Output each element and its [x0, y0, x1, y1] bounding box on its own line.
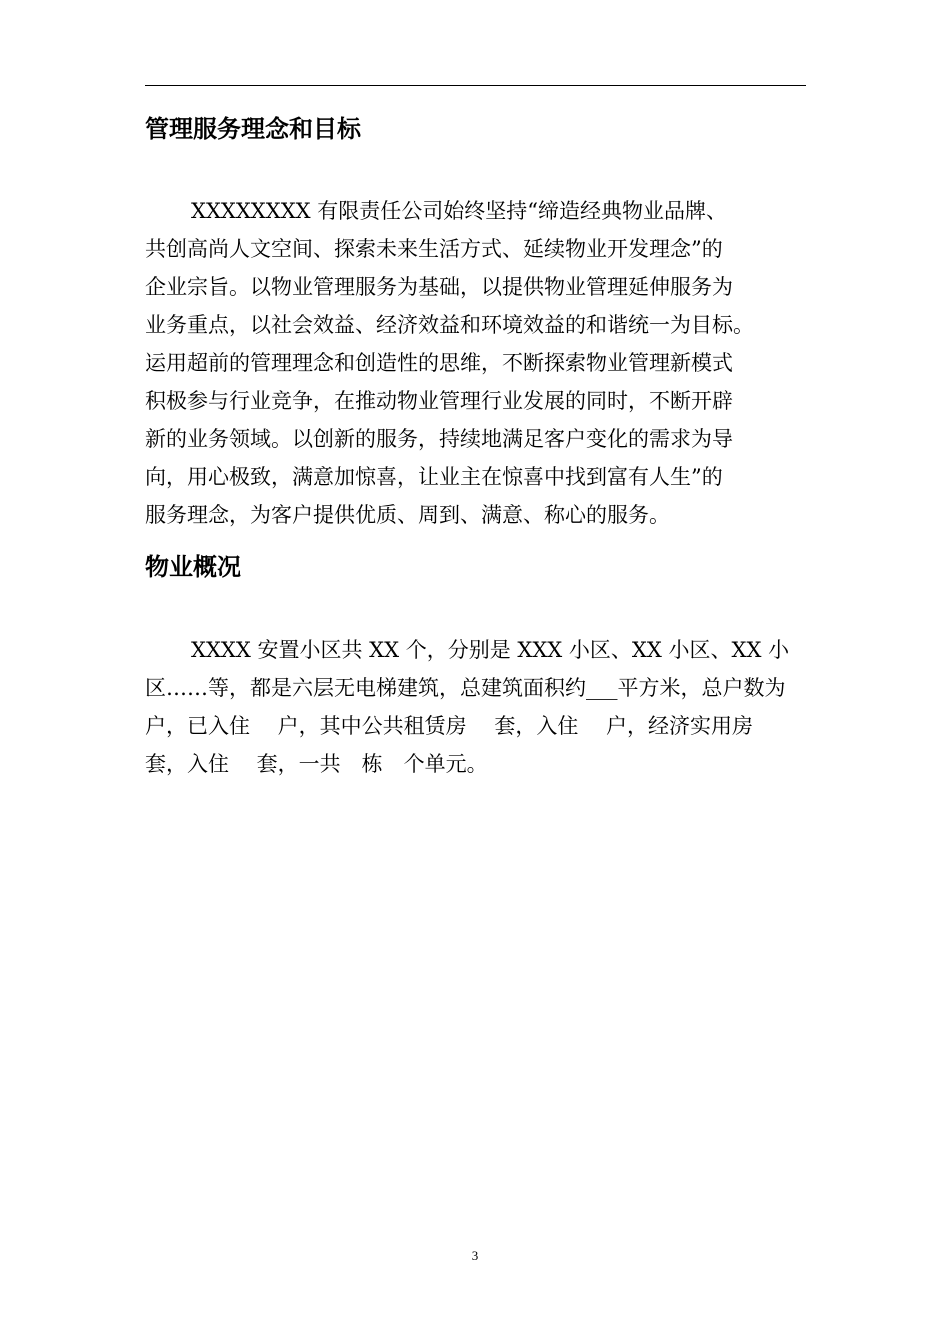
section-heading-service-philosophy: 管理服务理念和目标 — [145, 115, 361, 143]
paragraph-line: 区……等，都是六层无电梯建筑，总建筑面积约___平方米，总户数为 — [145, 676, 786, 700]
paragraph-property-overview — [145, 631, 806, 783]
page-number: 3 — [471, 1248, 479, 1263]
paragraph-line: 向，用心极致，满意加惊喜，让业主在惊喜中找到富有人生”的 — [145, 465, 723, 489]
paragraph-line: 共创高尚人文空间、探索未来生活方式、延续物业开发理念”的 — [145, 237, 723, 261]
paragraph-line: 企业宗旨。以物业管理服务为基础，以提供物业管理延伸服务为 — [145, 275, 733, 299]
paragraph-line: XXXX 安置小区共 XX 个，分别是 XXX 小区、XX 小区、XX 小 — [191, 638, 790, 662]
paragraph-line: 积极参与行业竞争，在推动物业管理行业发展的同时，不断开辟 — [145, 389, 733, 413]
section-heading-property-overview: 物业概况 — [145, 553, 241, 581]
paragraph-service-philosophy — [145, 192, 806, 534]
header-rule — [145, 85, 806, 86]
paragraph-line: 户，已入住 户，其中公共租赁房 套，入住 户，经济实用房 — [145, 714, 754, 738]
paragraph-line: 套，入住 套，一共 栋 个单元。 — [145, 752, 488, 776]
paragraph-line: XXXXXXXX 有限责任公司始终坚持“缔造经典物业品牌、 — [191, 199, 728, 223]
paragraph-line: 运用超前的管理理念和创造性的思维，不断探索物业管理新模式 — [145, 351, 733, 375]
paragraph-line: 服务理念，为客户提供优质、周到、满意、称心的服务。 — [145, 503, 670, 527]
paragraph-line: 新的业务领域。以创新的服务，持续地满足客户变化的需求为导 — [145, 427, 733, 451]
paragraph-line: 业务重点，以社会效益、经济效益和环境效益的和谐统一为目标。 — [145, 313, 754, 337]
